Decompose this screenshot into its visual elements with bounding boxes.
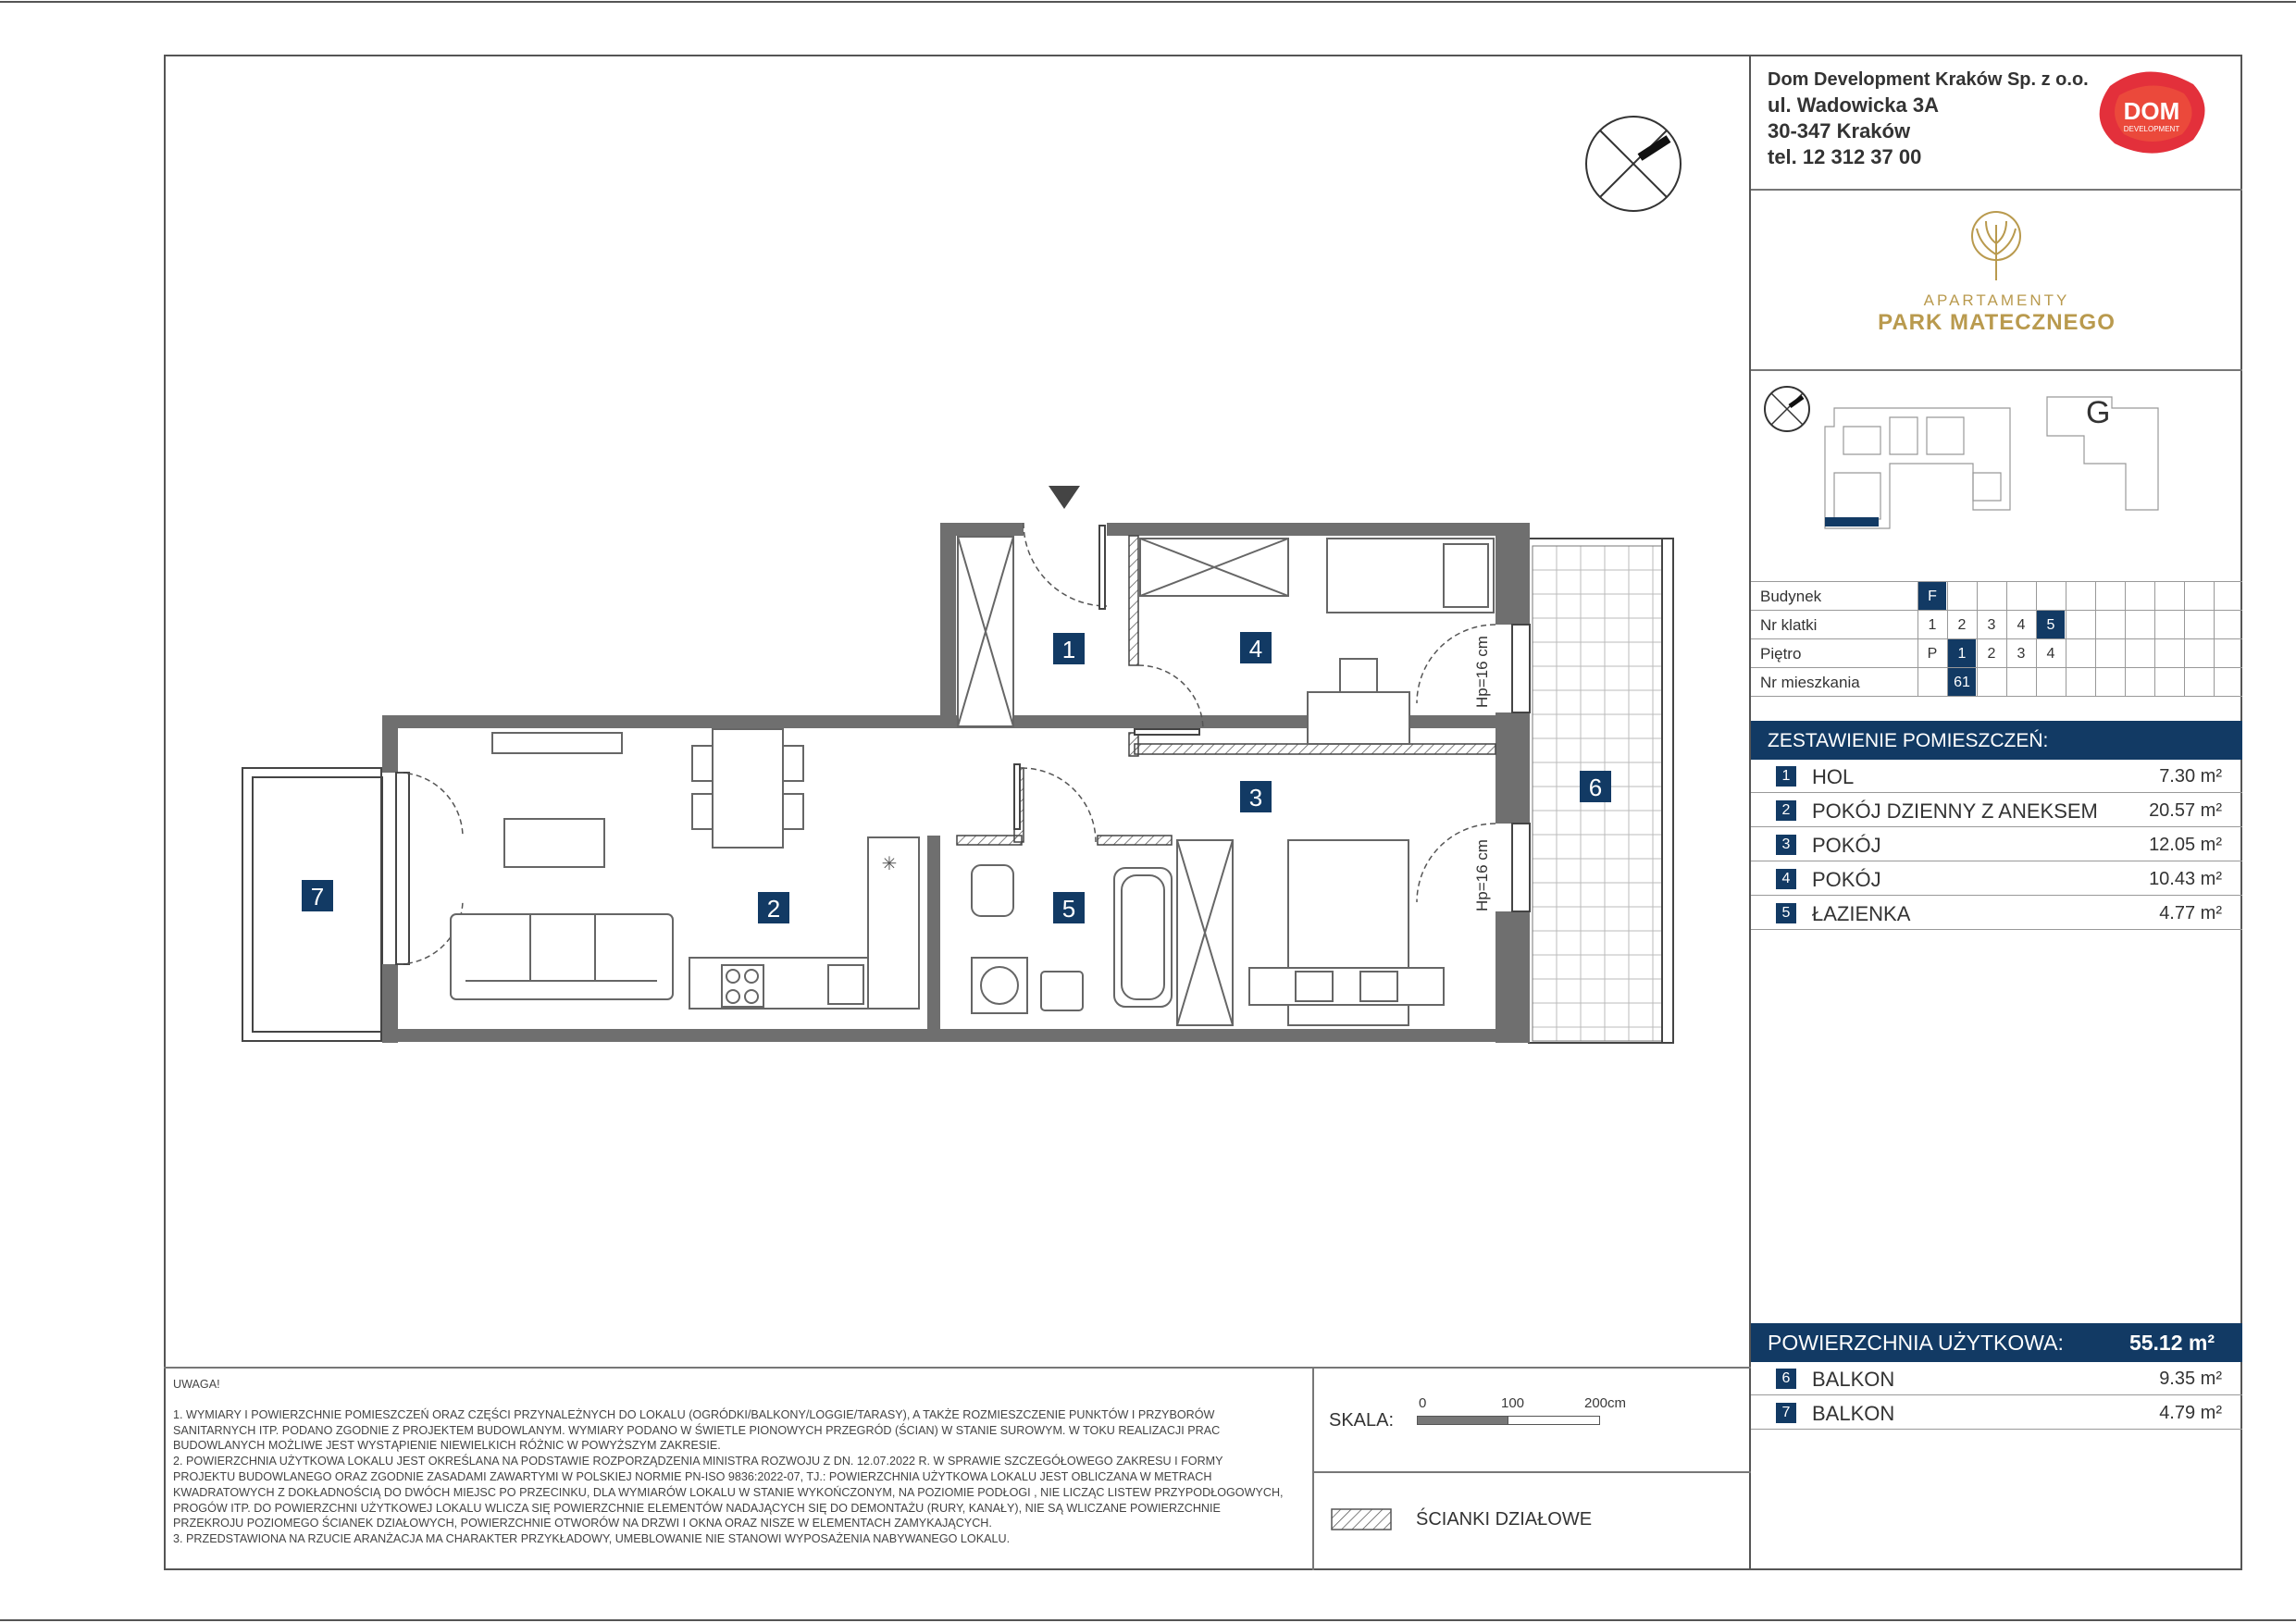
info-cell <box>2095 668 2124 697</box>
info-cell <box>2214 611 2242 639</box>
info-cell <box>2184 668 2213 697</box>
info-cell: 3 <box>2006 639 2035 668</box>
info-row <box>1751 638 2242 668</box>
info-cell <box>2184 611 2213 639</box>
info-cell <box>2006 668 2035 697</box>
room-badge-2 <box>758 892 789 923</box>
room-badge-3 <box>1240 781 1272 812</box>
divider <box>1312 1367 1314 1570</box>
brand-logo <box>2091 68 2212 158</box>
info-row <box>1751 667 2242 697</box>
room-row <box>1751 897 2242 930</box>
info-cell: 3 <box>1977 611 2005 639</box>
extra-row <box>1751 1396 2242 1430</box>
info-cell: 1 <box>1917 611 1946 639</box>
brand-logo-subtext: DEVELOPMENT <box>2123 125 2180 133</box>
room-name: BALKON <box>1812 1368 1895 1391</box>
room-row <box>1751 862 2242 896</box>
scale-label: SKALA: <box>1329 1410 1395 1431</box>
hatch-swatch-icon <box>1331 1508 1392 1530</box>
svg-text:4: 4 <box>1248 635 1263 663</box>
info-cell <box>1917 668 1946 697</box>
rooms-heading: ZESTAWIENIE POMIESZCZEŃ: <box>1768 730 2049 751</box>
scale-bar-filled <box>1417 1416 1509 1425</box>
info-cell <box>2154 639 2183 668</box>
north-arrow-icon <box>1586 117 1681 211</box>
room-area: 10.43 m² <box>2149 869 2222 889</box>
room-area: 7.30 m² <box>2159 766 2222 787</box>
info-cell: 61 <box>1947 668 1976 697</box>
room-number-badge: 5 <box>1776 903 1796 923</box>
room-name: POKÓJ DZIENNY Z ANEKSEM <box>1812 799 2098 823</box>
key-plan-north-icon <box>1765 387 1809 431</box>
info-cell <box>2154 668 2183 697</box>
info-row <box>1751 581 2242 611</box>
info-cell: 4 <box>2036 639 2065 668</box>
divider <box>1751 696 2242 697</box>
note-2: 2. POWIERZCHNIA UŻYTKOWA LOKALU JEST OKREŚLANA NA PODSTAWIE ROZPORZĄDZENIA MINISTRA ROZWOJU Z DN. 12.07.2022 R. W SPRAWIE SZCZEGÓŁOWEGO ZAKRESU I FORMY PROJEKTU BUDOWLANEGO ORAZ ZGODNIE ZASADAMI ZAWARTYMI W POLSKIEJ NORMIE PN-ISO 9836:2022-07, TJ.: POWIERZCHNIA UŻYTKOWA LOKALU JEST OBLICZANA W METRACH KWADRATOWYCH Z DOKŁADNOŚCIĄ DO DWÓCH MIEJSC PO PRZECINKU, DLA WYMIARÓW LOKALU W STANIE WYKOŃCZONYM, NA POZIOMIE PODŁOGI , NIE LICZĄC LISTEW PRZYPODŁOGOWYCH, PROGÓW ITP. DO POWIERZCHNI UŻYTKOWEJ LOKALU WLICZA SIĘ POWIERZCHNIE ELEMENTÓW NADAJĄCYCH SIĘ DO DEMONTAŻU (RURY, KANAŁY), NIE SĄ WLICZANE POWIERZCHNIE PRZEKROJU POZIOMEGO ŚCIANEK DZIAŁOWYCH, POWIERZCHNIE OTWORÓW NA DRZWI I OKNA ORAZ NISZE W ELEMENTACH ZAMYKAJĄCYCH. <box>173 1455 1284 1530</box>
info-cell <box>2125 611 2153 639</box>
note-3: 3. PRZEDSTAWIONA NA RZUCIE ARANŻACJA MA CHARAKTER PRZYKŁADOWY, UMEBLOWANIE NIE STANOWI WYPOSAŻENIA NABYWANEGO LOKALU. <box>173 1532 1011 1546</box>
info-cell <box>2095 639 2124 668</box>
info-cell <box>2214 639 2242 668</box>
usable-area-bar <box>1751 1323 2242 1362</box>
top-border <box>0 1 2296 3</box>
room-badge-7 <box>302 880 333 911</box>
info-cell <box>2125 668 2153 697</box>
info-cell <box>2214 668 2242 697</box>
room-badge-4 <box>1240 632 1272 663</box>
info-cell <box>1977 668 2005 697</box>
info-cell <box>2184 582 2213 611</box>
room-number-badge: 3 <box>1776 835 1796 855</box>
legend-label: ŚCIANKI DZIAŁOWE <box>1416 1509 1593 1530</box>
usable-area-value: 55.12 m² <box>2128 1331 2215 1355</box>
scale-bar-empty <box>1508 1416 1600 1425</box>
key-plan <box>1751 371 2242 551</box>
room-area: 12.05 m² <box>2149 835 2222 855</box>
extra-row <box>1751 1362 2242 1395</box>
company-name: Dom Development Kraków Sp. z o.o. <box>1768 69 2089 90</box>
scale-tick-0: 0 <box>1419 1395 1427 1411</box>
room-row <box>1751 828 2242 861</box>
sill-height-label: Hp=16 cm <box>1473 636 1491 708</box>
room-number-badge: 7 <box>1776 1403 1796 1423</box>
info-cell: F <box>1917 582 1946 611</box>
room-number-badge: 6 <box>1776 1369 1796 1389</box>
rooms-heading-bar <box>1751 721 2242 760</box>
info-cell <box>2095 611 2124 639</box>
info-cell: 2 <box>1947 611 1976 639</box>
info-cell <box>2066 639 2094 668</box>
room-badge-6 <box>1580 771 1611 802</box>
company-city: 30-347 Kraków <box>1768 119 1911 142</box>
bottom-border <box>0 1619 2296 1621</box>
room-number-badge: 4 <box>1776 869 1796 889</box>
room-area: 9.35 m² <box>2159 1369 2222 1389</box>
floor-plan <box>167 57 1747 1371</box>
info-cell <box>2006 582 2035 611</box>
building-letter: G <box>2086 395 2111 430</box>
info-cell: 5 <box>2036 611 2065 639</box>
room-area: 20.57 m² <box>2149 800 2222 821</box>
company-phone: tel. 12 312 37 00 <box>1768 145 1922 168</box>
legend-item <box>1331 1506 1719 1534</box>
usable-area-label: POWIERZCHNIA UŻYTKOWA: <box>1768 1331 2064 1355</box>
svg-text:6: 6 <box>1588 774 1603 801</box>
info-row-label: Piętro <box>1760 645 1802 663</box>
room-number-badge: 2 <box>1776 800 1796 821</box>
info-cell <box>2125 639 2153 668</box>
entrance-marker-icon <box>1049 486 1080 509</box>
info-row-label: Nr klatki <box>1760 616 1818 634</box>
divider <box>1751 189 2242 191</box>
company-street: ul. Wadowicka 3A <box>1768 93 1940 117</box>
info-row-label: Budynek <box>1760 588 1822 605</box>
project-name-line1: APARTAMENTY <box>1923 291 2070 309</box>
info-cell <box>2154 611 2183 639</box>
notes <box>173 1377 1284 1547</box>
info-cell <box>2154 582 2183 611</box>
room-name: BALKON <box>1812 1402 1895 1425</box>
notes-title: UWAGA! <box>173 1378 220 1391</box>
scale-tick-100: 100 <box>1501 1395 1525 1411</box>
info-cell <box>2066 668 2094 697</box>
info-row-label: Nr mieszkania <box>1760 674 1860 691</box>
sill-height-label: Hp=16 cm <box>1473 839 1491 911</box>
info-cell: P <box>1917 639 1946 668</box>
info-cell <box>2036 582 2065 611</box>
divider <box>164 1367 1751 1369</box>
svg-text:2: 2 <box>766 895 781 923</box>
room-area: 4.79 m² <box>2159 1403 2222 1423</box>
info-cell <box>1977 582 2005 611</box>
room-name: ŁAZIENKA <box>1812 902 1911 925</box>
room-number-badge: 1 <box>1776 766 1796 787</box>
room-name: POKÓJ <box>1812 868 1881 891</box>
info-cell <box>2036 668 2065 697</box>
svg-text:7: 7 <box>310 883 325 911</box>
info-row <box>1751 610 2242 639</box>
room-area: 4.77 m² <box>2159 903 2222 923</box>
project-logo-icon <box>1964 208 2029 282</box>
info-cell: 2 <box>1977 639 2005 668</box>
room-row <box>1751 794 2242 827</box>
info-cell <box>2184 639 2213 668</box>
scale-bar <box>1329 1394 1662 1440</box>
room-badge-5 <box>1053 892 1085 923</box>
info-cell <box>2214 582 2242 611</box>
furniture <box>451 537 1494 1025</box>
note-1: 1. WYMIARY I POWIERZCHNIE POMIESZCZEŃ ORAZ CZĘŚCI PRZYNALEŻNYCH DO LOKALU (OGRÓDKI/BALKONY/LOGGIE/TARASY), A TAKŻE ROZMIESZCZENIE PUNKTÓW I PRZYBORÓW SANITARNYCH ITP. PODANO ZGODNIE Z PROJEKTEM BUDOWLANYM. WYMIARY PODANO W ŚWIETLE PIONOWYCH PRZEGRÓD (ŚCIAN) W STANIE SUROWYM. W TOKU REALIZACJI PRAC BUDOWLANYCH MOŻLIWE JEST WYSTĄPIENIE NIEWIELKICH RÓŻNIC W POWYŻSZYM ZAKRESIE. <box>173 1407 1221 1453</box>
info-panel <box>1749 55 2242 1570</box>
svg-text:5: 5 <box>1061 895 1076 923</box>
svg-text:1: 1 <box>1061 636 1076 663</box>
info-cell <box>2125 582 2153 611</box>
info-cell <box>2066 582 2094 611</box>
room-badge-1 <box>1053 633 1085 664</box>
room-name: POKÓJ <box>1812 834 1881 857</box>
info-cell: 4 <box>2006 611 2035 639</box>
room-name: HOL <box>1812 765 1855 788</box>
info-cell <box>1947 582 1976 611</box>
room-row <box>1751 760 2242 793</box>
svg-text:3: 3 <box>1248 784 1263 812</box>
info-cell <box>2066 611 2094 639</box>
info-cell <box>2095 582 2124 611</box>
divider <box>1312 1471 1751 1473</box>
project-name-line2: PARK MATECZNEGO <box>1878 310 2116 335</box>
brand-logo-text: DOM <box>2123 97 2180 125</box>
info-cell: 1 <box>1947 639 1976 668</box>
scale-tick-200: 200cm <box>1584 1395 1627 1411</box>
svg-text:✳: ✳ <box>881 852 898 874</box>
